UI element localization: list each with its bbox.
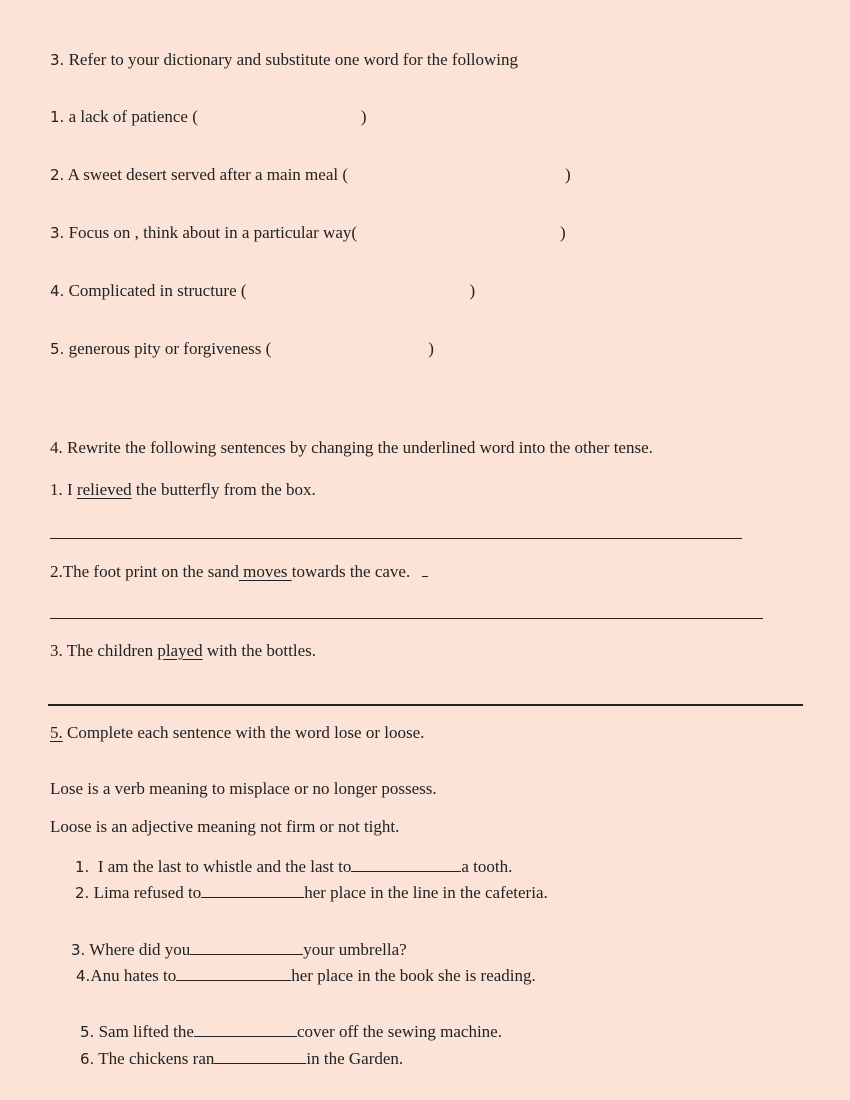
fill-item-6 <box>80 1049 403 1069</box>
fill-blank[interactable] <box>190 940 303 955</box>
underlined-word: moves <box>238 562 292 581</box>
answer-line-2[interactable] <box>50 618 763 619</box>
fill-blank[interactable] <box>176 966 291 981</box>
fill-item-text: The chickens ran <box>98 1049 215 1068</box>
section3-heading <box>50 50 518 70</box>
underlined-word: played <box>157 641 203 660</box>
sentence-text: with the bottles. <box>202 641 316 660</box>
fill-item-3 <box>71 940 407 960</box>
section5-heading <box>50 723 424 743</box>
fill-item-5 <box>80 1022 502 1042</box>
sub-item-number: 2. <box>50 166 65 184</box>
close-paren: ) <box>469 281 476 300</box>
section4-heading: 4. Rewrite the following sentences by changing the underlined word into the other tense. <box>50 438 653 457</box>
fill-blank[interactable] <box>194 1022 297 1037</box>
fill-item-2 <box>75 883 548 903</box>
sub-item-text: a lack of patience ( <box>68 107 198 126</box>
section5-heading-text: Complete each sentence with the word lose or loose. <box>67 723 425 742</box>
close-paren: ) <box>360 107 367 126</box>
close-paren: ) <box>428 339 434 358</box>
sub-item-2 <box>50 165 571 185</box>
section3-number: 3. <box>50 51 65 69</box>
fill-item-number: 6. <box>80 1050 95 1068</box>
sub-item-number: 3. <box>50 224 65 242</box>
section3-heading-text: Refer to your dictionary and substitute one word for the following <box>68 50 519 69</box>
sub-item-text: Focus on , think about in a particular way( <box>68 223 358 242</box>
fill-item-number: 4. <box>76 967 91 985</box>
fill-item-text: Lima refused to <box>93 883 202 902</box>
sub-item-text: A sweet desert served after a main meal ( <box>67 165 349 184</box>
sub-item-number: 4. <box>50 282 65 300</box>
short-blank <box>422 562 428 577</box>
sub-item-3 <box>50 223 566 243</box>
sub-item-number: 5. <box>50 340 65 358</box>
fill-item-4 <box>76 966 536 986</box>
fill-item-text: cover off the sewing machine. <box>296 1022 502 1041</box>
close-paren: ) <box>565 165 571 184</box>
fill-item-number: 1. <box>75 858 90 876</box>
tense-sentence-1 <box>50 480 316 500</box>
sentence-text: 3. The children <box>50 641 158 660</box>
sub-item-text: generous pity or forgiveness ( <box>68 339 272 358</box>
close-paren: ) <box>560 223 566 242</box>
fill-item-text: her place in the book she is reading. <box>291 966 536 985</box>
fill-item-number: 2. <box>75 884 90 902</box>
tense-sentence-2 <box>50 562 428 582</box>
fill-blank[interactable] <box>201 883 304 898</box>
fill-item-1 <box>75 857 512 877</box>
answer-line-1[interactable] <box>50 538 742 539</box>
sentence-text: 1. I <box>50 480 77 499</box>
fill-item-text: Where did you <box>89 940 191 959</box>
fill-item-text: I am the last to whistle and the last to <box>97 857 352 876</box>
sentence-text: the butterfly from the box. <box>131 480 316 499</box>
sentence-text: towards the cave. <box>291 562 411 581</box>
fill-item-text: Anu hates to <box>90 966 177 985</box>
fill-item-text: a tooth. <box>461 857 513 876</box>
sub-item-5 <box>50 339 434 359</box>
fill-item-text: her place in the line in the cafeteria. <box>304 883 548 902</box>
fill-item-number: 3. <box>71 941 86 959</box>
answer-line-3[interactable] <box>48 704 803 706</box>
definition-lose: Lose is a verb meaning to misplace or no longer possess. <box>50 779 437 798</box>
sub-item-4 <box>50 281 475 301</box>
sub-item-text: Complicated in structure ( <box>68 281 247 300</box>
fill-item-text: in the Garden. <box>306 1049 404 1068</box>
fill-item-text: Sam lifted the <box>98 1022 194 1041</box>
fill-item-text: your umbrella? <box>303 940 407 959</box>
fill-item-number: 5. <box>80 1023 95 1041</box>
definition-loose: Loose is an adjective meaning not firm or not tight. <box>50 817 400 836</box>
fill-blank[interactable] <box>351 857 461 872</box>
tense-sentence-3 <box>50 641 316 661</box>
fill-blank[interactable] <box>214 1049 306 1064</box>
sub-item-number: 1. <box>50 108 65 126</box>
sub-item-1 <box>50 107 367 127</box>
sentence-text: 2.The foot print on the sand <box>50 562 239 581</box>
underlined-word: relieved <box>76 480 132 499</box>
section5-number: 5. <box>50 723 63 742</box>
